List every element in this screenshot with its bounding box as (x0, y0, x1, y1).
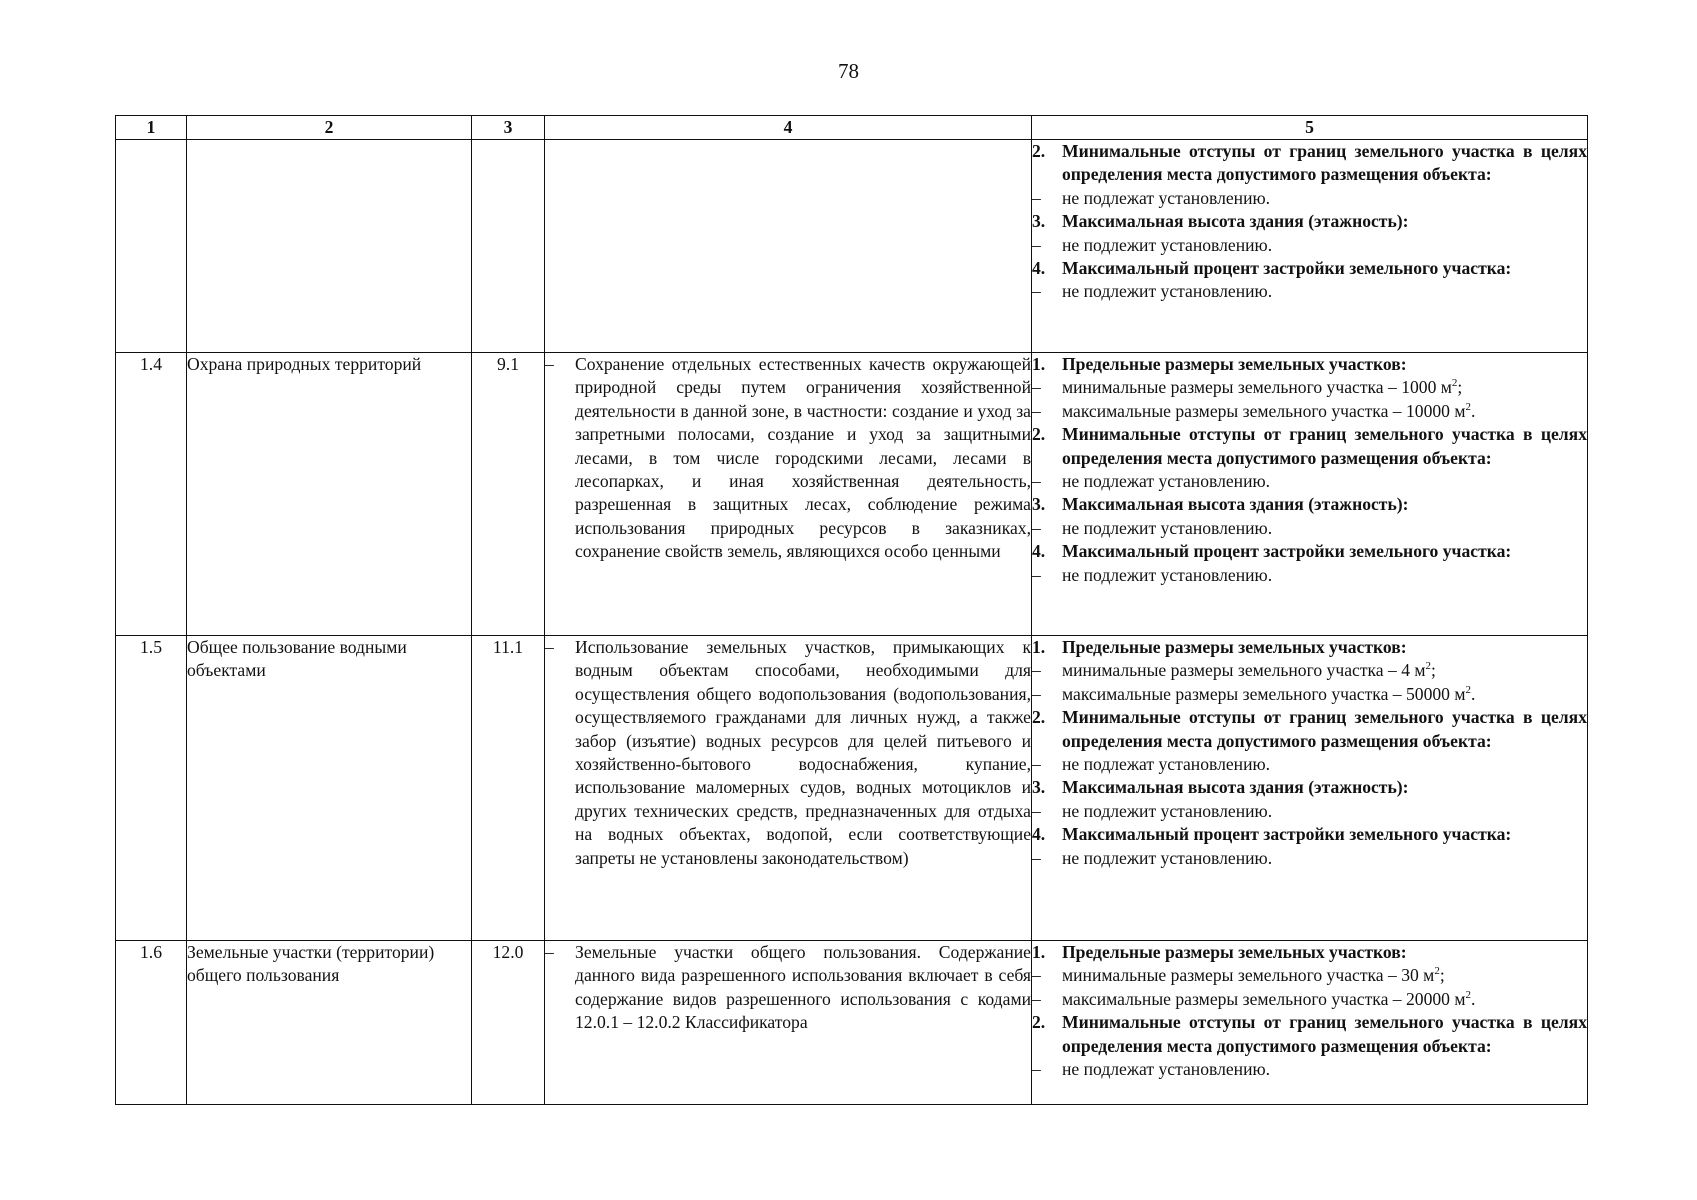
dash-marker: – (545, 354, 554, 374)
param-heading: 3. Максимальная высота здания (этажность): (1032, 777, 1409, 798)
param-item: – не подлежит установлению. (1032, 234, 1273, 255)
header-col-4: 4 (545, 116, 1032, 140)
cell-name: Охрана природных территорий (187, 353, 472, 636)
header-col-1: 1 (116, 116, 187, 140)
param-item: – не подлежат установлению. (1032, 754, 1271, 775)
param-item: – не подлежит установлению. (1032, 800, 1273, 821)
param-item: – максимальные размеры земельного участка – 20000 $м^2$. (1032, 988, 1476, 1009)
cell-name: Земельные участки (территории) общего пользования (187, 941, 472, 1105)
cell-description (545, 140, 1032, 353)
param-heading: 2. Минимальные отступы от границ земельного участка в целях определения места допустимого размещения объекта: (1032, 424, 1587, 468)
header-row (116, 116, 1588, 140)
cell-description (545, 941, 1032, 1105)
table-row-1-6 (116, 941, 1588, 1105)
cell-num (116, 140, 187, 353)
cell-name (187, 140, 472, 353)
param-item: – не подлежит установлению. (1032, 564, 1273, 585)
land-use-table (115, 115, 1588, 1105)
param-item: – не подлежат установлению. (1032, 187, 1271, 208)
param-heading: 2. Минимальные отступы от границ земельного участка в целях определения места допустимого размещения объекта: (1032, 707, 1587, 751)
param-heading: 3. Максимальная высота здания (этажность): (1032, 494, 1409, 515)
cell-code: 9.1 (472, 353, 545, 636)
param-item: – не подлежат установлению. (1032, 471, 1271, 492)
cell-code: 11.1 (472, 636, 545, 941)
page-number: 78 (838, 59, 859, 83)
param-item: – не подлежит установлению. (1032, 281, 1273, 302)
cell-name: Общее пользование водными объектами (187, 636, 472, 941)
param-heading: 2. Минимальные отступы от границ земельного участка в целях определения места допустимого размещения объекта: (1032, 1012, 1587, 1056)
param-item: – не подлежит установлению. (1032, 847, 1273, 868)
header-col-2: 2 (187, 116, 472, 140)
param-heading: 2. Минимальные отступы от границ земельного участка в целях определения места допустимого размещения объекта: (1032, 141, 1587, 185)
param-item: – максимальные размеры земельного участка – 50000 $м^2$. (1032, 683, 1476, 704)
table-row-continuation (116, 140, 1588, 353)
cell-code (472, 140, 545, 353)
param-heading: 4. Максимальный процент застройки земельного участка: (1032, 541, 1512, 562)
cell-description (545, 353, 1032, 636)
param-heading: 1. Предельные размеры земельных участков: (1032, 354, 1407, 374)
dash-marker: – (545, 942, 554, 962)
header-col-5: 5 (1032, 116, 1588, 140)
dash-marker: – (545, 637, 554, 657)
param-heading: 1. Предельные размеры земельных участков: (1032, 637, 1407, 657)
param-item: – минимальные размеры земельного участка – 4 $м^2$; (1032, 660, 1436, 681)
cell-parameters (1032, 353, 1588, 636)
cell-parameters (1032, 636, 1588, 941)
table-row-1-5 (116, 636, 1588, 941)
cell-num: 1.4 (116, 353, 187, 636)
param-item: – максимальные размеры земельного участка – 10000 $м^2$. (1032, 400, 1476, 421)
description-text: Земельные участки общего пользования. Содержание данного вида разрешенного использования включает в себя содержание видов разрешенного использования с кодами 12.0.1 – 12.0.2 Классификатора (575, 942, 1031, 1033)
param-item: – минимальные размеры земельного участка – 30 $м^2$; (1032, 965, 1445, 986)
param-item: – не подлежит установлению. (1032, 517, 1273, 538)
header-col-3: 3 (472, 116, 545, 140)
param-heading: 4. Максимальный процент застройки земельного участка: (1032, 824, 1512, 845)
param-heading: 1. Предельные размеры земельных участков: (1032, 942, 1407, 962)
description-text: Использование земельных участков, примыкающих к водным объектам способами, необходимыми для осуществления общего водопользования (водопользования, осуществляемого гражданами для личных нужд, а также забор (изъятие) водных ресурсов для целей питьевого и хозяйственно-бытового водоснабжения, купание, использование маломерных судов, водных мотоциклов и других технических средств, предназначенных для отдыха на водных объектах, водопой, если соответствующие запреты не установлены законодательством) (575, 637, 1031, 868)
table-row-1-4 (116, 353, 1588, 636)
cell-parameters (1032, 140, 1588, 353)
cell-num: 1.6 (116, 941, 187, 1105)
cell-parameters (1032, 941, 1588, 1105)
cell-description (545, 636, 1032, 941)
param-item: – не подлежат установлению. (1032, 1059, 1271, 1080)
description-text: Сохранение отдельных естественных качеств окружающей природной среды путем ограничения хозяйственной деятельности в данной зоне, в частности: создание и уход за запретными полосами, создание и уход за защитными лесами, в том числе городскими лесами, лесами в лесопарках, и иная хозяйственная деятельность, разрешенная в защитных лесах, соблюдение режима использования природных ресурсов в заказниках, сохранение свойств земель, являющихся особо ценными (575, 354, 1031, 562)
cell-code: 12.0 (472, 941, 545, 1105)
param-heading: 4. Максимальный процент застройки земельного участка: (1032, 258, 1512, 279)
param-heading: 3. Максимальная высота здания (этажность): (1032, 211, 1409, 232)
cell-num: 1.5 (116, 636, 187, 941)
param-item: – минимальные размеры земельного участка – 1000 $м^2$; (1032, 377, 1463, 398)
